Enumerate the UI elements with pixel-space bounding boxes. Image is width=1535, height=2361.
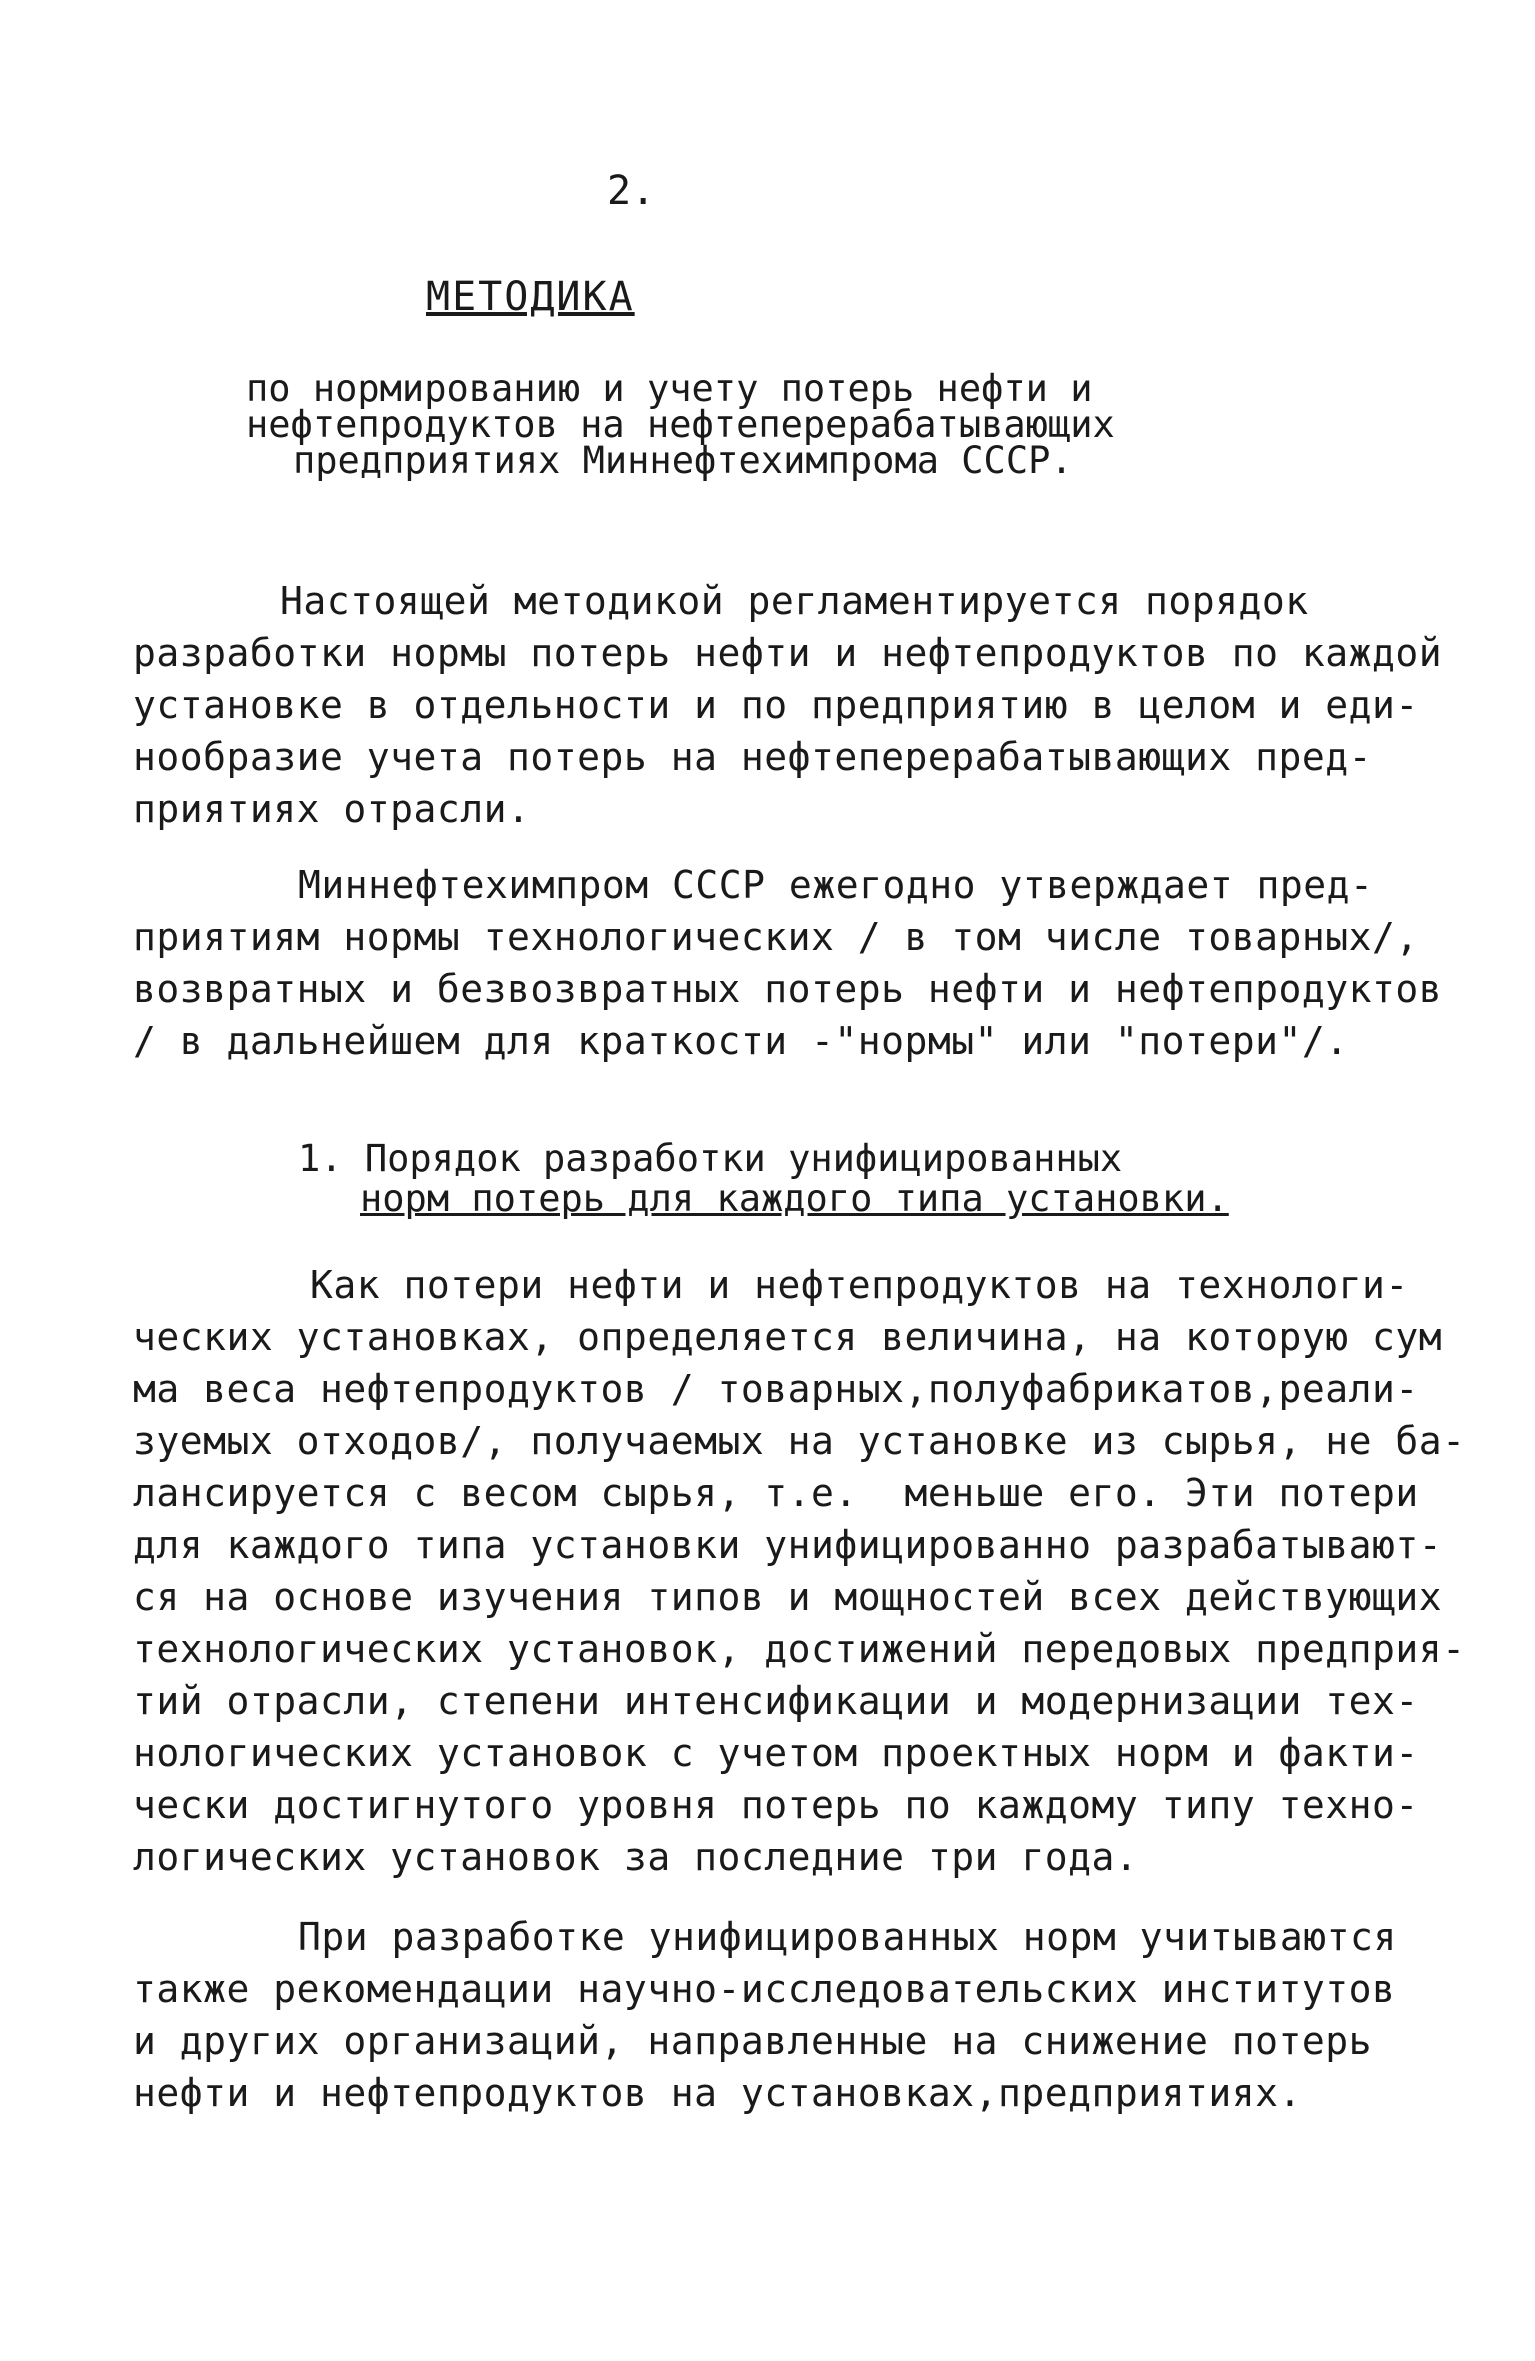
paragraph-line: технологических установок, достижений передовых предприя- [133,1627,1466,1671]
subtitle-line: нефтепродуктов на нефтеперерабатывающих [246,403,1115,446]
paragraph-line: тий отрасли, степени интенсификации и модернизации тех- [133,1679,1419,1723]
paragraph-line: нообразие учета потерь на нефтеперерабатывающих пред- [133,735,1373,779]
paragraph-line: нологических установок с учетом проектных норм и факти- [133,1731,1419,1775]
paragraph-line: приятиях отрасли. [133,787,531,831]
paragraph-line: и других организаций, направленные на снижение потерь [133,2019,1373,2063]
paragraph-line: ма веса нефтепродуктов / товарных,полуфабрикатов,реали- [133,1367,1419,1411]
page-number: 2. [607,168,656,214]
paragraph-line: ческих установках, определяется величина, на которую сум [133,1315,1443,1359]
paragraph-line: для каждого типа установки унифицированно разрабатывают- [133,1523,1443,1567]
paragraph-line: приятиям нормы технологических / в том числе товарных/, [133,915,1419,959]
subtitle-line: по нормированию и учету потерь нефти и [246,367,1093,410]
subtitle-line: предприятиях Миннефтехимпрома СССР. [293,439,1073,482]
paragraph-line: также рекомендации научно-исследовательских институтов [133,1967,1396,2011]
paragraph-line: ся на основе изучения типов и мощностей всех действующих [133,1575,1443,1619]
paragraph-line: Как потери нефти и нефтепродуктов на технологи- [310,1263,1409,1307]
section-heading-line: 1. Порядок разработки унифицированных [298,1137,1123,1180]
section-heading-line-underlined: норм потерь для каждого типа установки. [360,1177,1229,1220]
document-title: МЕТОДИКА [426,274,635,320]
paragraph-line: возвратных и безвозвратных потерь нефти и нефтепродуктов [133,967,1443,1011]
paragraph-line: Миннефтехимпром СССР ежегодно утверждает пред- [298,863,1374,907]
paragraph-line: / в дальнейшем для краткости -"нормы" или "потери"/. [133,1019,1349,1063]
paragraph-line: зуемых отходов/, получаемых на установке из сырья, не ба- [133,1419,1466,1463]
paragraph-line: нефти и нефтепродуктов на установках,предприятиях. [133,2071,1302,2115]
paragraph-line: При разработке унифицированных норм учитываются [298,1915,1397,1959]
paragraph-line: чески достигнутого уровня потерь по каждому типу техно- [133,1783,1419,1827]
paragraph-line: разработки нормы потерь нефти и нефтепродуктов по каждой [133,631,1443,675]
paragraph-line: лансируется с весом сырья, т.е. меньше его. Эти потери [133,1471,1419,1515]
paragraph-line: логических установок за последние три года. [133,1835,1139,1879]
paragraph-line: Настоящей методикой регламентируется порядок [280,579,1309,623]
paragraph-line: установке в отдельности и по предприятию в целом и еди- [133,683,1419,727]
